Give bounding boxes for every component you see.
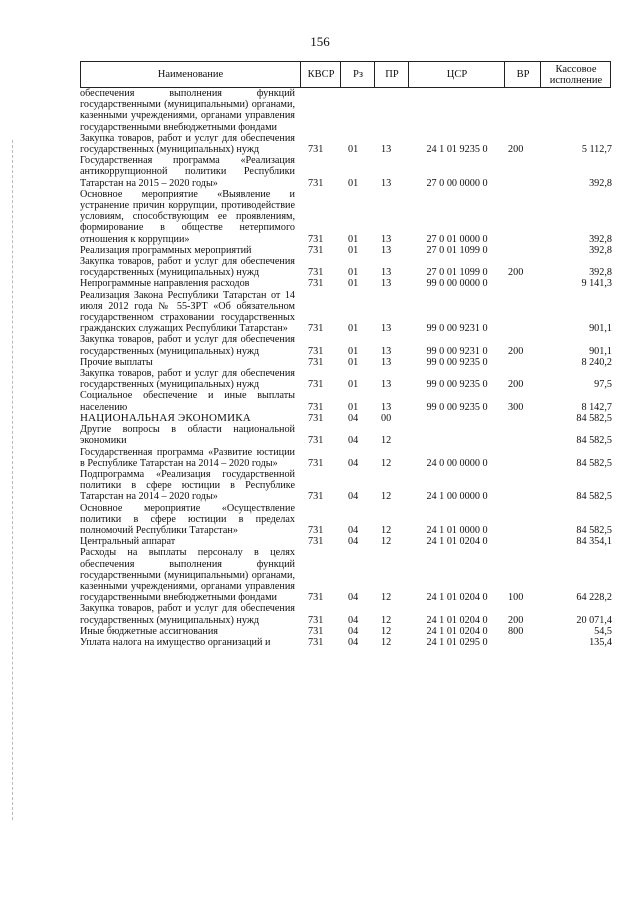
row-sum: 64 228,2 — [576, 592, 612, 604]
table-row — [80, 447, 616, 469]
row-rz: 04 — [348, 592, 359, 604]
row-pr: 13 — [381, 144, 392, 156]
row-name: Центральный аппарат — [80, 536, 176, 548]
row-vr: 200 — [508, 614, 524, 626]
row-name: Уплата налога на имущество организаций и — [80, 636, 271, 648]
row-name: Закупка товаров, работ и услуг для обеспечения государственных (муниципальных) нужд — [80, 256, 295, 279]
row-rz: 04 — [348, 435, 359, 447]
table-row — [80, 424, 616, 446]
table-row — [80, 626, 616, 637]
row-sum: 84 582,5 — [576, 524, 612, 536]
row-sum: 8 240,2 — [581, 356, 612, 368]
header-sum: Кассовое исполнение — [540, 62, 611, 87]
row-pr: 13 — [381, 323, 392, 335]
table-row — [80, 245, 616, 256]
page-number: 156 — [310, 34, 330, 49]
row-sum: 84 582,5 — [576, 491, 612, 503]
row-csr: 24 1 01 0204 0 — [426, 592, 488, 604]
table-row — [80, 88, 616, 133]
row-rz: 04 — [348, 457, 359, 469]
row-vr: 200 — [508, 345, 524, 357]
row-vr: 200 — [508, 267, 524, 279]
table-row — [80, 547, 616, 603]
row-csr: 27 0 00 0000 0 — [426, 177, 488, 189]
row-csr: 99 0 00 9235 0 — [426, 379, 488, 391]
row-rz: 01 — [348, 323, 359, 335]
header-vr: ВР — [504, 62, 541, 87]
row-kvsr: 731 — [308, 412, 324, 424]
row-pr: 12 — [381, 491, 392, 503]
row-name: Реализация программных мероприятий — [80, 244, 252, 256]
row-name: Закупка товаров, работ и услуг для обеспечения государственных (муниципальных) нужд — [80, 334, 295, 357]
row-name: обеспечения выполнения функций государственными (муниципальными) органами, казенными учреждениями, органами управления государственными внебюджетными фондами — [80, 88, 295, 133]
row-kvsr: 731 — [308, 457, 324, 469]
row-sum: 54,5 — [594, 625, 612, 637]
row-kvsr: 731 — [308, 278, 324, 290]
row-sum: 901,1 — [589, 345, 612, 357]
table-row — [80, 357, 616, 368]
row-name: Государственная программа «Развитие юстиции в Республике Татарстан на 2014 – 2020 годы» — [80, 446, 295, 469]
header-kvsr: КВСР — [300, 62, 341, 87]
row-pr: 12 — [381, 457, 392, 469]
row-csr: 24 1 01 9235 0 — [426, 144, 488, 156]
header-rz: Рз — [340, 62, 375, 87]
row-pr: 13 — [381, 345, 392, 357]
row-rz: 01 — [348, 379, 359, 391]
row-rz: 01 — [348, 278, 359, 290]
row-csr: 24 0 00 0000 0 — [426, 457, 488, 469]
row-name: Расходы на выплаты персоналу в целях обеспечения выполнения функций государственными (муниципальными) органами, казенными учреждениями, органами управления государственными внебюджетными фондами — [80, 547, 295, 604]
row-csr: 24 1 01 0000 0 — [426, 524, 488, 536]
row-name: Непрограммные направления расходов — [80, 278, 250, 290]
row-sum: 135,4 — [589, 636, 612, 648]
row-sum: 84 582,5 — [576, 412, 612, 424]
row-sum: 5 112,7 — [581, 144, 612, 156]
row-vr: 800 — [508, 625, 524, 637]
row-kvsr: 731 — [308, 592, 324, 604]
row-csr: 99 0 00 9231 0 — [426, 345, 488, 357]
row-csr: 27 0 01 0000 0 — [426, 233, 488, 245]
row-rz: 01 — [348, 401, 359, 413]
row-pr: 12 — [381, 636, 392, 648]
table-row — [80, 290, 616, 335]
row-sum: 392,8 — [589, 244, 612, 256]
row-kvsr: 731 — [308, 323, 324, 335]
row-csr: 99 0 00 9231 0 — [426, 323, 488, 335]
row-kvsr: 731 — [308, 491, 324, 503]
row-kvsr: 731 — [308, 267, 324, 279]
row-pr: 13 — [381, 233, 392, 245]
row-pr: 13 — [381, 401, 392, 413]
scan-edge-line — [12, 140, 14, 820]
row-name: Основное мероприятие «Выявление и устранение причин коррупции, противодействие условиям, способствующим ее проявлениям, формирование в обществе нетерпимого отношения к коррупции» — [80, 188, 295, 245]
row-sum: 97,5 — [594, 379, 612, 391]
row-csr: 24 1 01 0204 0 — [426, 536, 488, 548]
row-sum: 392,8 — [589, 233, 612, 245]
row-pr: 12 — [381, 536, 392, 548]
row-kvsr: 731 — [308, 536, 324, 548]
row-pr: 12 — [381, 435, 392, 447]
row-csr: 99 0 00 0000 0 — [426, 278, 488, 290]
row-sum: 392,8 — [589, 267, 612, 279]
row-pr: 12 — [381, 592, 392, 604]
header-pr: ПР — [374, 62, 409, 87]
row-sum: 84 354,1 — [576, 536, 612, 548]
row-rz: 01 — [348, 177, 359, 189]
row-rz: 01 — [348, 267, 359, 279]
row-name: Социальное обеспечение и иные выплаты населению — [80, 390, 295, 413]
table-row — [80, 256, 616, 278]
row-sum: 20 071,4 — [576, 614, 612, 626]
row-rz: 04 — [348, 614, 359, 626]
row-csr: 27 0 01 1099 0 — [426, 244, 488, 256]
row-name: Закупка товаров, работ и услуг для обеспечения государственных (муниципальных) нужд — [80, 132, 295, 156]
row-kvsr: 731 — [308, 625, 324, 637]
row-name: Другие вопросы в области национальной экономики — [80, 424, 295, 447]
header-csr: ЦСР — [408, 62, 505, 87]
row-csr: 24 1 00 0000 0 — [426, 491, 488, 503]
row-kvsr: 731 — [308, 233, 324, 245]
table-row — [80, 155, 616, 189]
row-csr: 27 0 01 1099 0 — [426, 267, 488, 279]
row-kvsr: 731 — [308, 177, 324, 189]
row-rz: 04 — [348, 536, 359, 548]
row-pr: 12 — [381, 524, 392, 536]
row-vr: 200 — [508, 144, 524, 156]
row-name: Реализация Закона Республики Татарстан от 14 июля 2012 года № 55-ЗРТ «Об обязательном государственном страховании государственных гражданских служащих Республики Татарстан» — [80, 289, 295, 335]
table-row — [80, 133, 616, 155]
row-kvsr: 731 — [308, 524, 324, 536]
row-kvsr: 731 — [308, 435, 324, 447]
table-row — [80, 503, 616, 537]
row-csr: 99 0 00 9235 0 — [426, 356, 488, 368]
row-rz: 01 — [348, 356, 359, 368]
table-row — [80, 278, 616, 289]
row-pr: 13 — [381, 356, 392, 368]
row-pr: 00 — [381, 412, 392, 424]
row-name: Основное мероприятие «Осуществление политики в сфере юстиции в пределах полномочий Республики Татарстан» — [80, 502, 295, 536]
row-kvsr: 731 — [308, 356, 324, 368]
row-sum: 392,8 — [589, 177, 612, 189]
row-kvsr: 731 — [308, 636, 324, 648]
row-pr: 13 — [381, 278, 392, 290]
row-pr: 12 — [381, 614, 392, 626]
row-csr: 24 1 01 0204 0 — [426, 625, 488, 637]
row-name: НАЦИОНАЛЬНАЯ ЭКОНОМИКА — [80, 411, 251, 424]
table-row — [80, 637, 616, 648]
row-pr: 13 — [381, 177, 392, 189]
row-sum: 901,1 — [589, 323, 612, 335]
row-rz: 01 — [348, 244, 359, 256]
table-body — [80, 88, 616, 648]
table-header — [80, 61, 611, 88]
row-name: Иные бюджетные ассигнования — [80, 625, 218, 637]
row-sum: 8 142,7 — [581, 401, 612, 413]
table-row — [80, 603, 616, 625]
row-csr: 24 1 01 0295 0 — [426, 636, 488, 648]
table-row — [80, 413, 616, 424]
row-rz: 04 — [348, 491, 359, 503]
row-pr: 12 — [381, 625, 392, 637]
row-sum: 84 582,5 — [576, 457, 612, 469]
row-kvsr: 731 — [308, 144, 324, 156]
row-vr: 100 — [508, 592, 524, 604]
header-name: Наименование — [157, 69, 224, 80]
row-pr: 13 — [381, 379, 392, 391]
row-vr: 200 — [508, 379, 524, 391]
row-pr: 13 — [381, 267, 392, 279]
row-rz: 04 — [348, 524, 359, 536]
row-kvsr: 731 — [308, 244, 324, 256]
row-name: Закупка товаров, работ и услуг для обеспечения государственных (муниципальных) нужд — [80, 603, 295, 626]
table-row — [80, 536, 616, 547]
table-row — [80, 469, 616, 503]
row-rz: 01 — [348, 345, 359, 357]
row-vr: 300 — [508, 401, 524, 413]
table-row — [80, 189, 616, 245]
row-name: Подпрограмма «Реализация государственной политики в сфере юстиции в Республике Татарстан на 2014 – 2020 годы» — [80, 468, 295, 503]
row-pr: 13 — [381, 244, 392, 256]
row-rz: 01 — [348, 233, 359, 245]
row-name: Закупка товаров, работ и услуг для обеспечения государственных (муниципальных) нужд — [80, 368, 295, 391]
row-kvsr: 731 — [308, 345, 324, 357]
row-kvsr: 731 — [308, 401, 324, 413]
row-csr: 99 0 00 9235 0 — [426, 401, 488, 413]
row-name: Прочие выплаты — [80, 356, 153, 368]
table-row — [80, 390, 616, 412]
table-row — [80, 334, 616, 356]
row-csr: 24 1 01 0204 0 — [426, 614, 488, 626]
table-row — [80, 368, 616, 390]
row-sum: 9 141,3 — [581, 278, 612, 290]
row-name: Государственная программа «Реализация антикоррупционной политики Республики Татарстан на 2015 – 2020 годы» — [80, 155, 295, 189]
row-kvsr: 731 — [308, 379, 324, 391]
row-rz: 04 — [348, 636, 359, 648]
row-rz: 04 — [348, 412, 359, 424]
row-kvsr: 731 — [308, 614, 324, 626]
row-sum: 84 582,5 — [576, 435, 612, 447]
row-rz: 04 — [348, 625, 359, 637]
row-rz: 01 — [348, 144, 359, 156]
